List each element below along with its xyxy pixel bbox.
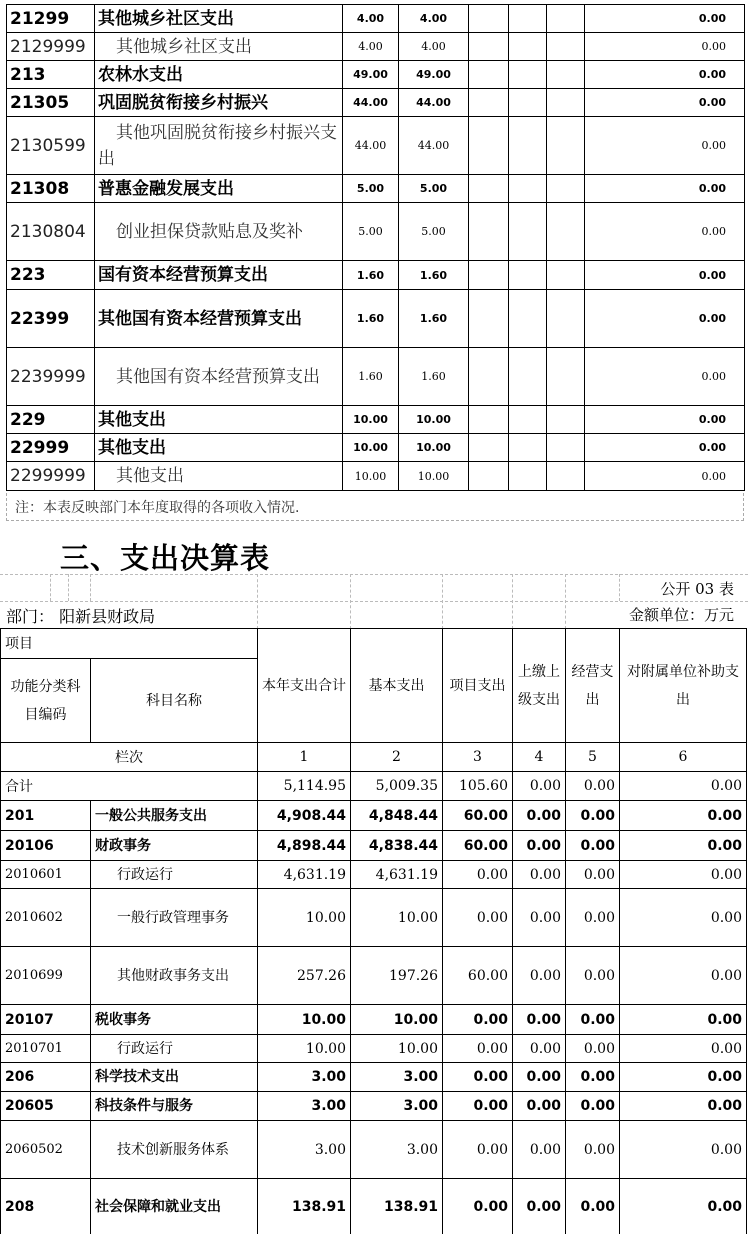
row-value: 0.00 <box>513 831 566 861</box>
row-value-total: 5.00 <box>343 175 399 203</box>
row-empty-cell <box>469 348 509 406</box>
row-value-subsidy: 0.00 <box>585 434 745 462</box>
header-total-text: 本年支出合计 <box>262 677 346 694</box>
table-row <box>1 1121 747 1179</box>
row-value-basic: 49.00 <box>399 61 469 89</box>
row-value-basic: 5.00 <box>399 175 469 203</box>
income-table-continued <box>6 4 745 491</box>
row-name <box>95 203 343 261</box>
row-value: 4,848.44 <box>351 801 443 831</box>
row-value: 0.00 <box>513 1121 566 1179</box>
row-value: 0.00 <box>443 1121 513 1179</box>
row-value-basic: 44.00 <box>399 117 469 175</box>
table-row <box>1 831 747 861</box>
row-empty-cell <box>469 406 509 434</box>
row-value-total: 44.00 <box>343 117 399 175</box>
row-value: 3.00 <box>258 1092 351 1121</box>
row-value-total: 10.00 <box>343 462 399 491</box>
row-value-subsidy: 0.00 <box>585 348 745 406</box>
column-number: 4 <box>513 743 566 772</box>
row-value: 0.00 <box>620 1005 747 1035</box>
row-name-text: 其他国有资本经营预算支出 <box>116 366 320 387</box>
row-value: 3.00 <box>258 1121 351 1179</box>
row-value: 4,898.44 <box>258 831 351 861</box>
row-value: 0.00 <box>620 1092 747 1121</box>
table-row <box>7 117 745 175</box>
row-value: 4,631.19 <box>351 861 443 889</box>
row-code: 2060502 <box>1 1121 91 1179</box>
row-empty-cell <box>547 89 585 117</box>
table-row <box>1 947 747 1005</box>
total-label: 合计 <box>1 772 258 801</box>
row-value-basic: 5.00 <box>399 203 469 261</box>
row-value: 0.00 <box>566 1035 620 1063</box>
row-empty-cell <box>469 462 509 491</box>
row-value: 0.00 <box>443 1063 513 1092</box>
row-value: 10.00 <box>351 1035 443 1063</box>
row-value: 0.00 <box>443 889 513 947</box>
row-code: 21308 <box>7 175 95 203</box>
row-name <box>95 117 343 175</box>
column-number: 1 <box>258 743 351 772</box>
row-value: 10.00 <box>258 1035 351 1063</box>
row-name: 国有资本经营预算支出 <box>95 261 343 290</box>
row-value: 0.00 <box>566 801 620 831</box>
row-code: 2130804 <box>7 203 95 261</box>
table-row <box>7 261 745 290</box>
row-code: 21299 <box>7 5 95 33</box>
row-name: 农林水支出 <box>95 61 343 89</box>
row-name: 社会保障和就业支出 <box>91 1179 258 1234</box>
column-label: 栏次 <box>1 743 258 772</box>
row-value-basic: 4.00 <box>399 33 469 61</box>
row-code: 2010601 <box>1 861 91 889</box>
column-number: 3 <box>443 743 513 772</box>
row-value-subsidy: 0.00 <box>585 175 745 203</box>
row-name-text: 创业担保贷款贴息及奖补 <box>116 221 303 242</box>
row-value-total: 5.00 <box>343 203 399 261</box>
row-empty-cell <box>509 5 547 33</box>
table-row <box>1 1092 747 1121</box>
row-empty-cell <box>547 61 585 89</box>
header-subsidy: 对附属单位补助支出 <box>620 629 747 743</box>
row-name: 其他支出 <box>95 434 343 462</box>
row-name <box>91 1035 258 1063</box>
row-value: 3.00 <box>258 1063 351 1092</box>
row-name <box>91 1121 258 1179</box>
row-empty-cell <box>469 261 509 290</box>
table-row <box>1 1005 747 1035</box>
row-value: 60.00 <box>443 801 513 831</box>
table-row <box>7 406 745 434</box>
row-empty-cell <box>509 89 547 117</box>
total-value: 0.00 <box>620 772 747 801</box>
header-func-code: 功能分类科目编码 <box>1 659 91 743</box>
row-value: 0.00 <box>566 1179 620 1234</box>
table-row <box>1 889 747 947</box>
row-value-subsidy: 0.00 <box>585 462 745 491</box>
row-value-subsidy: 0.00 <box>585 117 745 175</box>
row-name-text: 其他巩固脱贫衔接乡村振兴支出 <box>98 122 337 169</box>
header-basic: 基本支出 <box>351 629 443 743</box>
header-project: 项目 <box>1 629 258 659</box>
row-code: 2299999 <box>7 462 95 491</box>
row-code: 208 <box>1 1179 91 1234</box>
row-value: 138.91 <box>351 1179 443 1234</box>
row-empty-cell <box>509 261 547 290</box>
table-row <box>7 434 745 462</box>
column-number: 5 <box>566 743 620 772</box>
row-value-total: 1.60 <box>343 290 399 348</box>
row-code: 22999 <box>7 434 95 462</box>
header-total <box>258 629 351 743</box>
row-value-subsidy: 0.00 <box>585 5 745 33</box>
row-code: 20106 <box>1 831 91 861</box>
header-subject-name: 科目名称 <box>91 659 258 743</box>
section-title: 三、支出决算表 <box>60 541 271 575</box>
row-value: 0.00 <box>566 861 620 889</box>
table-row <box>7 203 745 261</box>
row-name: 一般公共服务支出 <box>91 801 258 831</box>
row-value: 0.00 <box>566 1063 620 1092</box>
row-value: 0.00 <box>566 1121 620 1179</box>
row-value-basic: 10.00 <box>399 462 469 491</box>
row-value-subsidy: 0.00 <box>585 406 745 434</box>
row-value: 0.00 <box>566 889 620 947</box>
row-code: 2130599 <box>7 117 95 175</box>
row-value: 0.00 <box>443 1179 513 1234</box>
row-code: 20605 <box>1 1092 91 1121</box>
row-empty-cell <box>547 406 585 434</box>
row-name: 巩固脱贫衔接乡村振兴 <box>95 89 343 117</box>
row-value: 0.00 <box>566 1092 620 1121</box>
row-value: 0.00 <box>513 1092 566 1121</box>
row-value: 0.00 <box>513 801 566 831</box>
row-value-basic: 10.00 <box>399 434 469 462</box>
row-name <box>91 861 258 889</box>
row-value: 3.00 <box>351 1092 443 1121</box>
row-value: 0.00 <box>513 1005 566 1035</box>
row-name: 财政事务 <box>91 831 258 861</box>
row-value-total: 44.00 <box>343 89 399 117</box>
table-row <box>1 801 747 831</box>
row-value: 0.00 <box>620 1063 747 1092</box>
row-value: 4,838.44 <box>351 831 443 861</box>
row-name-text: 其他财政事务支出 <box>117 967 229 984</box>
row-name-text: 行政运行 <box>117 1040 173 1057</box>
row-name: 其他城乡社区支出 <box>95 5 343 33</box>
row-value: 0.00 <box>513 861 566 889</box>
expenditure-table <box>0 628 747 1234</box>
row-empty-cell <box>509 290 547 348</box>
row-value: 60.00 <box>443 831 513 861</box>
row-value-basic: 44.00 <box>399 89 469 117</box>
row-empty-cell <box>509 434 547 462</box>
total-value: 5,009.35 <box>351 772 443 801</box>
row-value-subsidy: 0.00 <box>585 33 745 61</box>
row-empty-cell <box>509 348 547 406</box>
row-name: 税收事务 <box>91 1005 258 1035</box>
amount-unit-label: 金额单位：万元 <box>628 606 734 624</box>
total-value: 5,114.95 <box>258 772 351 801</box>
row-name-text: 其他支出 <box>116 466 184 486</box>
row-value: 3.00 <box>351 1121 443 1179</box>
table-row <box>1 1179 747 1234</box>
public-table-number: 公开 03 表 <box>660 580 734 598</box>
row-name <box>91 889 258 947</box>
header-project-exp: 项目支出 <box>443 629 513 743</box>
row-empty-cell <box>547 462 585 491</box>
row-code: 206 <box>1 1063 91 1092</box>
table-row <box>1 1035 747 1063</box>
column-number: 6 <box>620 743 747 772</box>
row-code: 2010701 <box>1 1035 91 1063</box>
row-empty-cell <box>547 290 585 348</box>
header-business: 经营支出 <box>566 629 620 743</box>
row-value: 257.26 <box>258 947 351 1005</box>
total-value: 105.60 <box>443 772 513 801</box>
row-name <box>95 33 343 61</box>
row-empty-cell <box>469 290 509 348</box>
row-value: 0.00 <box>443 1035 513 1063</box>
row-value-basic: 4.00 <box>399 5 469 33</box>
row-code: 201 <box>1 801 91 831</box>
row-empty-cell <box>547 175 585 203</box>
row-empty-cell <box>509 33 547 61</box>
row-code: 2239999 <box>7 348 95 406</box>
row-value: 4,631.19 <box>258 861 351 889</box>
row-empty-cell <box>469 89 509 117</box>
row-empty-cell <box>469 434 509 462</box>
table-row <box>1 861 747 889</box>
row-empty-cell <box>547 348 585 406</box>
row-value: 0.00 <box>620 889 747 947</box>
row-code: 223 <box>7 261 95 290</box>
row-name: 其他国有资本经营预算支出 <box>95 290 343 348</box>
row-value: 0.00 <box>620 947 747 1005</box>
row-name <box>95 348 343 406</box>
row-value: 0.00 <box>620 1179 747 1234</box>
row-name-text: 一般行政管理事务 <box>117 909 229 926</box>
row-value-basic: 1.60 <box>399 290 469 348</box>
row-empty-cell <box>509 462 547 491</box>
row-value: 10.00 <box>351 889 443 947</box>
table-note: 注：本表反映部门本年度取得的各项收入情况. <box>6 493 744 521</box>
row-value: 0.00 <box>566 831 620 861</box>
row-name: 科学技术支出 <box>91 1063 258 1092</box>
row-name: 其他支出 <box>95 406 343 434</box>
department-label: 部门： 阳新县财政局 <box>6 607 156 626</box>
row-value-basic: 1.60 <box>399 348 469 406</box>
row-value: 0.00 <box>620 801 747 831</box>
row-empty-cell <box>547 261 585 290</box>
table-row <box>7 33 745 61</box>
row-value: 138.91 <box>258 1179 351 1234</box>
row-value: 0.00 <box>620 1035 747 1063</box>
row-empty-cell <box>509 61 547 89</box>
row-value-basic: 10.00 <box>399 406 469 434</box>
row-value-subsidy: 0.00 <box>585 261 745 290</box>
row-code: 2010699 <box>1 947 91 1005</box>
table-row <box>7 89 745 117</box>
row-value: 0.00 <box>620 1121 747 1179</box>
row-value-total: 4.00 <box>343 5 399 33</box>
row-name-text: 技术创新服务体系 <box>117 1141 229 1158</box>
row-empty-cell <box>469 203 509 261</box>
row-name-text: 行政运行 <box>117 866 173 883</box>
row-empty-cell <box>469 33 509 61</box>
total-value: 0.00 <box>513 772 566 801</box>
row-value: 0.00 <box>513 1035 566 1063</box>
row-value: 60.00 <box>443 947 513 1005</box>
row-value: 4,908.44 <box>258 801 351 831</box>
row-empty-cell <box>469 175 509 203</box>
row-value: 0.00 <box>566 1005 620 1035</box>
table-row <box>7 462 745 491</box>
row-value: 0.00 <box>620 861 747 889</box>
row-value-total: 4.00 <box>343 33 399 61</box>
row-name <box>91 947 258 1005</box>
row-value: 0.00 <box>513 1063 566 1092</box>
row-name <box>95 462 343 491</box>
row-empty-cell <box>509 117 547 175</box>
row-value-total: 49.00 <box>343 61 399 89</box>
row-empty-cell <box>509 175 547 203</box>
row-value: 0.00 <box>513 1179 566 1234</box>
row-code: 21305 <box>7 89 95 117</box>
table-row <box>1 1063 747 1092</box>
row-code: 20107 <box>1 1005 91 1035</box>
row-empty-cell <box>469 5 509 33</box>
row-value: 197.26 <box>351 947 443 1005</box>
row-value: 0.00 <box>443 861 513 889</box>
row-code: 2010602 <box>1 889 91 947</box>
row-value: 0.00 <box>513 889 566 947</box>
row-code: 2129999 <box>7 33 95 61</box>
row-value-subsidy: 0.00 <box>585 61 745 89</box>
row-value: 0.00 <box>443 1092 513 1121</box>
row-empty-cell <box>469 61 509 89</box>
row-name-text: 其他城乡社区支出 <box>116 36 252 57</box>
row-value: 10.00 <box>258 889 351 947</box>
row-value: 0.00 <box>620 831 747 861</box>
row-code: 213 <box>7 61 95 89</box>
row-empty-cell <box>469 117 509 175</box>
row-value-total: 1.60 <box>343 261 399 290</box>
row-empty-cell <box>547 33 585 61</box>
row-empty-cell <box>509 406 547 434</box>
table-row <box>7 348 745 406</box>
row-value: 0.00 <box>513 947 566 1005</box>
table-row <box>7 5 745 33</box>
row-empty-cell <box>547 5 585 33</box>
column-number: 2 <box>351 743 443 772</box>
row-value: 10.00 <box>258 1005 351 1035</box>
row-value: 3.00 <box>351 1063 443 1092</box>
row-value: 0.00 <box>566 947 620 1005</box>
row-empty-cell <box>547 117 585 175</box>
row-value-total: 1.60 <box>343 348 399 406</box>
row-value-total: 10.00 <box>343 406 399 434</box>
row-name: 普惠金融发展支出 <box>95 175 343 203</box>
row-empty-cell <box>509 203 547 261</box>
row-value-subsidy: 0.00 <box>585 89 745 117</box>
row-code: 229 <box>7 406 95 434</box>
table-row <box>7 175 745 203</box>
row-value-subsidy: 0.00 <box>585 203 745 261</box>
row-value-basic: 1.60 <box>399 261 469 290</box>
header-upper: 上缴上级支出 <box>513 629 566 743</box>
row-name: 科技条件与服务 <box>91 1092 258 1121</box>
row-value: 0.00 <box>443 1005 513 1035</box>
table-row <box>7 290 745 348</box>
row-empty-cell <box>547 203 585 261</box>
row-value: 10.00 <box>351 1005 443 1035</box>
total-value: 0.00 <box>566 772 620 801</box>
row-value-subsidy: 0.00 <box>585 290 745 348</box>
row-empty-cell <box>547 434 585 462</box>
row-code: 22399 <box>7 290 95 348</box>
table-row <box>7 61 745 89</box>
row-value-total: 10.00 <box>343 434 399 462</box>
